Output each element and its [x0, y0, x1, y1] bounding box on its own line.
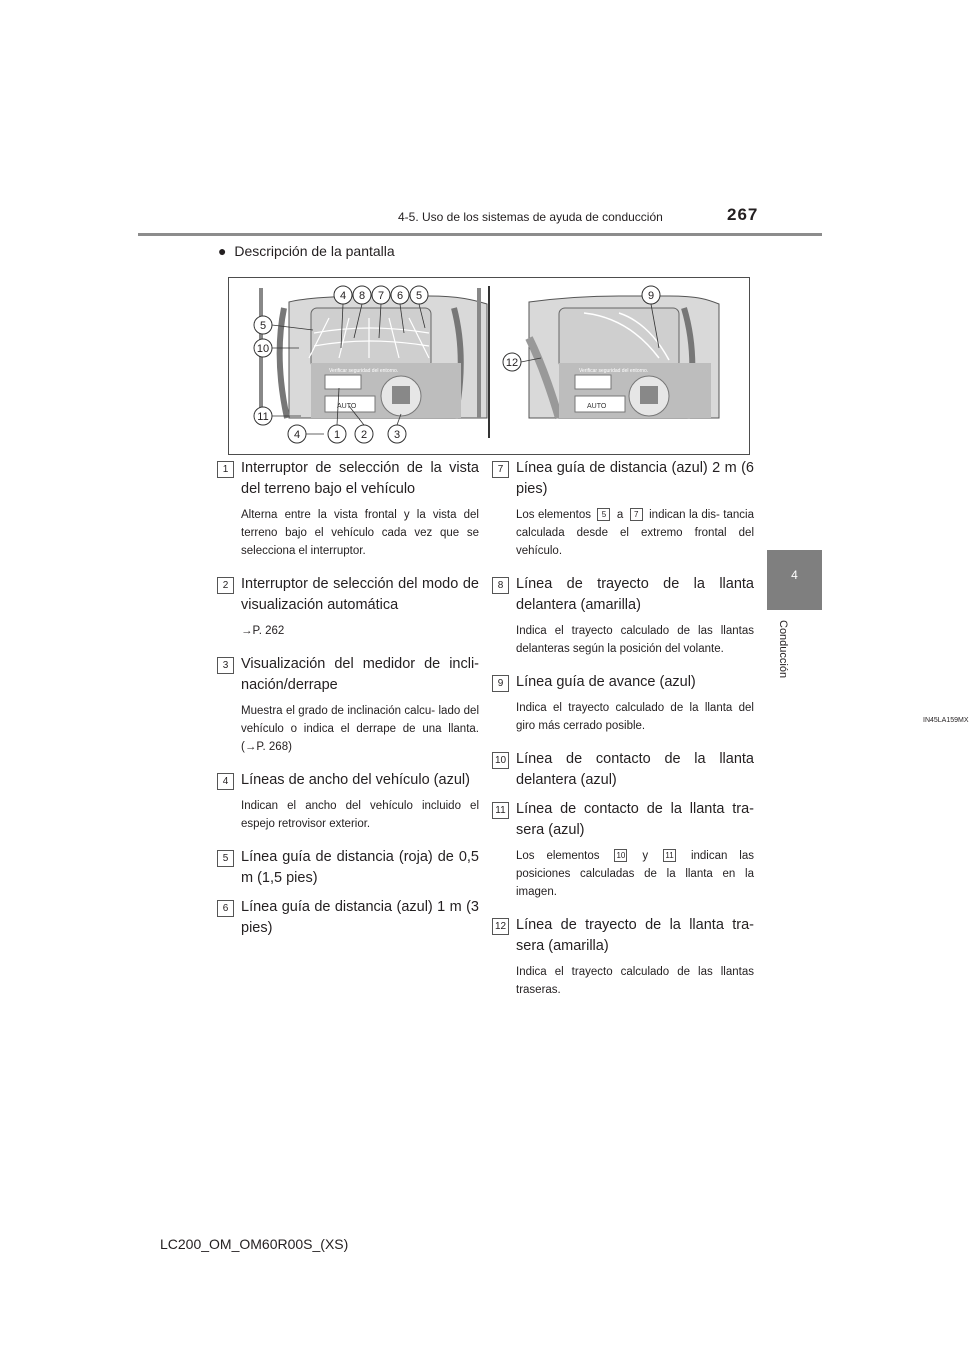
item-title: Interruptor de selección de la vista del terreno bajo el vehículo	[241, 460, 479, 497]
list-item	[217, 654, 479, 756]
page-number: 267	[727, 205, 759, 224]
item-text-part: Los elementos	[516, 850, 600, 862]
item-text-part: Los elementos	[516, 509, 592, 521]
item-number-badge: 11	[492, 802, 509, 819]
footer-doc-code: LC200_OM_OM60R00S_(XS)	[160, 1236, 349, 1252]
list-item	[217, 847, 479, 889]
callout-5-left-label: 5	[259, 320, 267, 332]
callout-4-top-label: 4	[339, 290, 347, 302]
bullet-icon: ●	[218, 243, 227, 259]
figure-divider	[488, 286, 490, 438]
callout-5-top-label: 5	[415, 290, 423, 302]
list-item	[217, 574, 479, 640]
item-title: Línea guía de distancia (azul) 1 m (3 pies)	[241, 899, 479, 936]
section-heading-text: Descripción de la pantalla	[234, 243, 395, 259]
list-item	[217, 897, 479, 939]
inline-number-badge: 10	[614, 849, 627, 862]
callout-11-label: 11	[257, 411, 269, 423]
item-number-badge: 8	[492, 577, 509, 594]
list-item	[492, 458, 754, 560]
callout-7-label: 7	[377, 290, 385, 302]
left-screen-message: Verificar seguridad del entorno.	[329, 368, 399, 374]
callout-12-label: 12	[505, 357, 519, 369]
item-text: →P. 262	[241, 625, 285, 637]
item-number-badge: 12	[492, 918, 509, 935]
item-title: Línea guía de distancia (azul) 2 m (6 pies)	[516, 460, 754, 497]
list-item	[492, 915, 754, 999]
inline-number-badge: 11	[663, 849, 676, 862]
callout-10-label: 10	[256, 343, 270, 355]
item-number-badge: 4	[217, 773, 234, 790]
callout-9-label: 9	[647, 290, 655, 302]
list-item	[217, 770, 479, 833]
right-screen-message: Verificar seguridad del entorno.	[579, 368, 649, 374]
item-number-badge: 3	[217, 657, 234, 674]
item-title: Línea de trayecto de la llanta tra- sera (amarilla)	[516, 917, 754, 954]
item-text-part: y	[642, 850, 649, 862]
right-column	[492, 458, 754, 999]
item-text	[516, 847, 754, 901]
item-text-part: a	[616, 509, 624, 521]
item-text: Indican el ancho del vehículo incluido el espejo retrovisor exterior.	[241, 800, 479, 830]
item-number-badge: 2	[217, 577, 234, 594]
left-auto-label: AUTO	[337, 403, 357, 410]
item-number-badge: 10	[492, 752, 509, 769]
item-text: Indica el trayecto calculado de las llantas delanteras según la posición del volante.	[516, 625, 754, 655]
chapter-label: Conducción	[777, 620, 789, 679]
display-illustration	[229, 278, 749, 454]
item-title: Interruptor de selección del modo de visualización automática	[241, 576, 479, 613]
list-item	[492, 574, 754, 658]
item-text	[516, 506, 754, 560]
callout-8-label: 8	[358, 290, 366, 302]
item-title: Línea de contacto de la llanta tra- sera (azul)	[516, 801, 754, 838]
item-title: Línea de trayecto de la llanta delantera (amarilla)	[516, 576, 754, 613]
item-text: Muestra el grado de inclinación calcu- lado del vehículo o indica el derrape de una llanta. (→P. 268)	[241, 705, 479, 753]
list-item	[492, 799, 754, 901]
item-title: Líneas de ancho del vehículo (azul)	[241, 772, 470, 788]
item-text-part: indican las posiciones calculadas de la llanta en la imagen.	[516, 850, 755, 898]
chapter-tab	[767, 550, 822, 610]
item-title: Línea de contacto de la llanta delantera (azul)	[516, 751, 754, 788]
item-number-badge: 6	[217, 900, 234, 917]
figure-code: IN45LA159MX	[923, 717, 969, 724]
callout-6-label: 6	[396, 290, 404, 302]
header-rule	[138, 233, 822, 236]
item-title: Línea guía de distancia (roja) de 0,5 m (1,5 pies)	[241, 849, 479, 886]
callout-3-label: 3	[393, 429, 401, 441]
item-number-badge: 5	[217, 850, 234, 867]
list-item	[492, 672, 754, 735]
item-text: Indica el trayecto calculado de la llanta del giro más cerrado posible.	[516, 702, 754, 732]
left-column	[217, 458, 479, 939]
item-title: Línea guía de avance (azul)	[516, 674, 696, 690]
right-auto-label: AUTO	[587, 403, 607, 410]
inline-number-badge: 7	[630, 508, 643, 521]
item-text-part: indican la dis- tancia calculada desde el extremo frontal del vehículo.	[516, 509, 754, 557]
item-number-badge: 9	[492, 675, 509, 692]
right-screen-illustration	[529, 296, 719, 418]
item-text: Indica el trayecto calculado de las llantas traseras.	[516, 966, 754, 996]
inline-number-badge: 5	[597, 508, 610, 521]
item-title: Visualización del medidor de incli- nación/derrape	[241, 656, 479, 693]
callout-1-label: 1	[333, 429, 341, 441]
header-section-title: 4-5. Uso de los sistemas de ayuda de conducción	[398, 210, 663, 224]
item-number-badge: 1	[217, 461, 234, 478]
list-item	[492, 749, 754, 791]
list-item	[217, 458, 479, 560]
callout-4-bottom-label: 4	[293, 429, 301, 441]
callout-2-label: 2	[360, 429, 368, 441]
item-text: Alterna entre la vista frontal y la vista del terreno bajo el vehículo cada vez que se selecciona el interruptor.	[241, 509, 479, 557]
chapter-number: 4	[791, 568, 798, 582]
item-number-badge: 7	[492, 461, 509, 478]
section-heading	[218, 243, 395, 259]
